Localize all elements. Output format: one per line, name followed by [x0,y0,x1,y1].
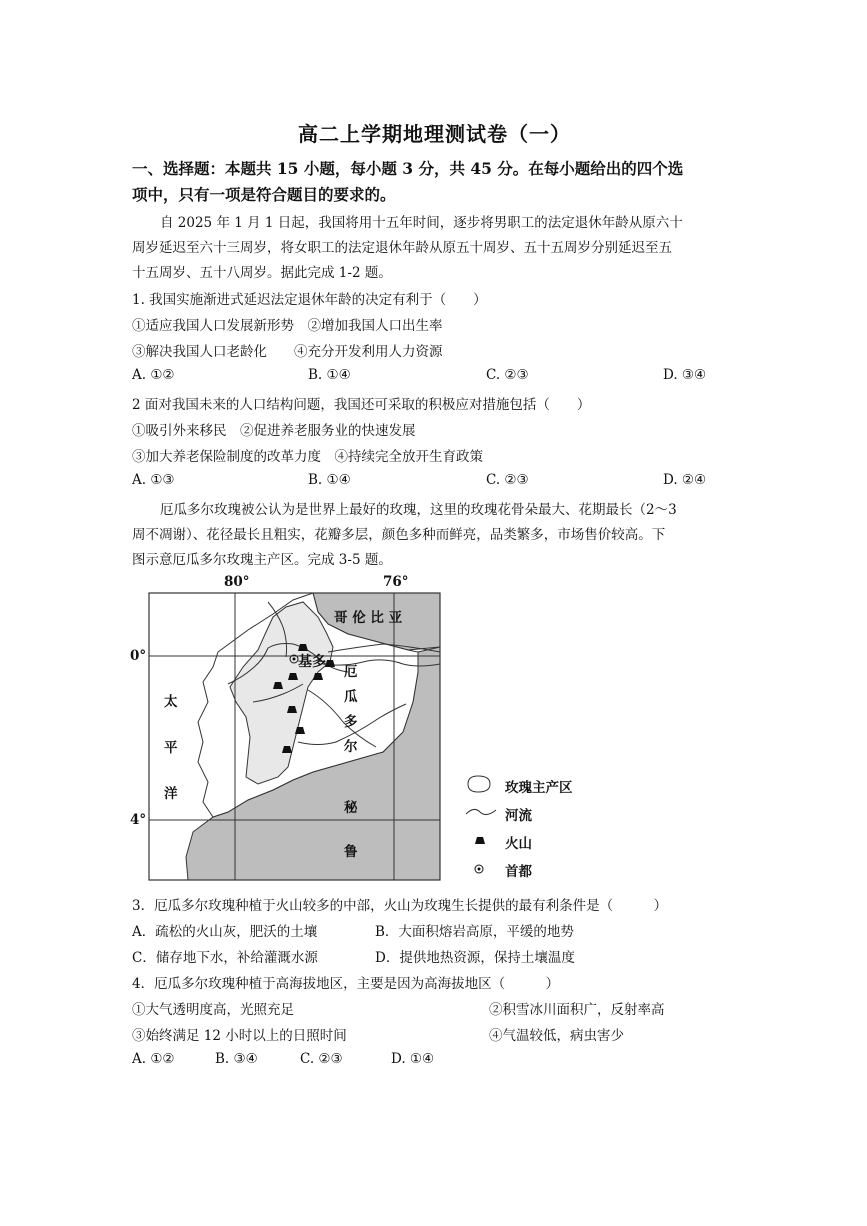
river-legend-icon [466,809,496,814]
q3-stem: 3．厄瓜多尔玫瑰种植于火山较多的中部，火山为玫瑰生长提供的最有利条件是（ ） [132,898,668,914]
q2-statement-1: ①吸引外来移民 ②促进养老服务业的快速发展 [132,423,416,439]
q2-statement-2: ③加大养老保险制度的改革力度 ④持续完全放开生育政策 [132,449,483,465]
ecuador-label-3: 多 [344,714,358,730]
q4-option-c: C. ②③ [300,1051,343,1067]
peru-label-1: 秘 [344,800,358,816]
ecuador-label-4: 尔 [344,739,358,755]
section-heading-line1: 一、选择题：本题共 15 小题，每小题 3 分，共 45 分。在每小题给出的四个选 [132,159,684,178]
capital-label: 基多 [298,654,326,670]
legend-symbols [462,772,502,882]
q4-statement-1: ①大气透明度高，光照充足 [132,1002,294,1018]
q3-option-b: B．大面积熔岩高原，平缓的地势 [375,924,574,940]
capital-legend-icon [475,865,483,873]
q3-option-d: D．提供地热资源，保持土壤温度 [375,950,575,966]
ecuador-rose-map [118,572,458,884]
q2-option-c: C. ②③ [486,472,529,488]
q4-statement-2: ②积雪冰川面积广，反射率高 [489,1002,665,1018]
q4-statement-3: ③始终满足 12 小时以上的日照时间 [132,1028,347,1044]
q1-option-d: D. ③④ [663,367,707,383]
q1-statement-1: ①适应我国人口发展新形势 ②增加我国人口出生率 [132,318,443,334]
peru-label-2: 鲁 [344,844,358,860]
q3-option-a: A．疏松的火山灰，肥沃的土壤 [132,924,318,940]
pacific-label-1: 太 [164,694,178,710]
legend-volcano-label: 火山 [505,836,532,852]
page-title: 高二上学期地理测试卷（一） [298,122,571,146]
q1-option-c: C. ②③ [486,367,529,383]
q1-statement-2: ③解决我国人口老龄化 ④充分开发利用人力资源 [132,344,443,360]
lon-80-label: 80° [224,574,250,590]
q2-option-a: A. ①③ [132,472,175,488]
map-svg [118,572,458,884]
passage2-line3: 图示意厄瓜多尔玫瑰主产区。完成 3-5 题。 [132,552,392,568]
q2-option-b: B. ①④ [308,472,351,488]
ecuador-label-2: 瓜 [344,689,358,705]
q4-option-a: A. ①② [132,1051,175,1067]
lat-0-label: 0° [130,648,147,664]
lon-76-label: 76° [383,574,409,590]
passage2-line2: 周不凋谢）、花径最长且粗实，花瓣多层，颜色多种而鲜亮，品类繁多，市场售价较高。下 [132,527,666,543]
colombia-label: 哥 伦 比 亚 [334,610,403,626]
pacific-label-3: 洋 [164,786,178,802]
ecuador-label-1: 厄 [344,664,358,680]
q4-statement-4: ④气温较低，病虫害少 [489,1028,624,1044]
passage1-line3: 十五周岁、五十八周岁。据此完成 1-2 题。 [132,265,392,281]
q1-option-b: B. ①④ [308,367,351,383]
q1-option-a: A. ①② [132,367,175,383]
q4-option-d: D. ①④ [391,1051,435,1067]
section-heading-line2: 项中，只有一项是符合题目的要求的。 [132,185,396,204]
lat-4-label: 4° [130,812,147,828]
q3-option-c: C．储存地下水，补给灌溉水源 [132,950,318,966]
q4-stem: 4．厄瓜多尔玫瑰种植于高海拔地区，主要是因为高海拔地区（ ） [132,976,560,992]
legend-river-label: 河流 [505,808,532,824]
q1-stem: 1. 我国实施渐进式延迟法定退休年龄的决定有利于（ ） [132,292,487,308]
legend-capital-label: 首都 [505,864,532,880]
rose-area-legend-icon [468,776,490,792]
passage1-line1: 自 2025 年 1 月 1 日起，我国将用十五年时间，逐步将男职工的法定退休年龄从原六十 [160,215,683,231]
q4-option-b: B. ③④ [215,1051,258,1067]
passage1-line2: 周岁延迟至六十三周岁，将女职工的法定退休年龄从原五十周岁、五十五周岁分别延迟至五 [132,240,672,256]
legend-rose-label: 玫瑰主产区 [505,780,573,796]
passage2-line1: 厄瓜多尔玫瑰被公认为是世界上最好的玫瑰，这里的玫瑰花骨朵最大、花期最长（2～3 [160,502,677,518]
q2-stem: 2 面对我国未来的人口结构问题，我国还可采取的积极应对措施包括（ ） [132,397,591,413]
q2-option-d: D. ②④ [663,472,707,488]
volcano-legend-icon [475,837,485,844]
pacific-label-2: 平 [164,740,178,756]
